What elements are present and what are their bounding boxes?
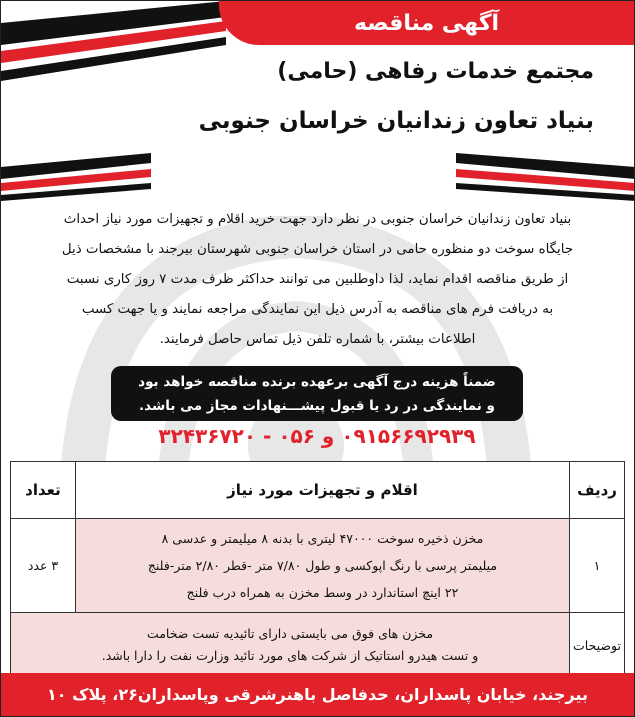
address-text: بیرجند، خیابان پاسداران، حدفاصل باهنرشرقی وپاسداران۲۶، پلاک ۱۰	[47, 685, 588, 704]
note-line: ضمناً هزینه درج آگهی برعهده برنده مناقصه خواهد بود	[138, 374, 496, 390]
notes-label: توضیحات	[570, 613, 625, 678]
organization-name: بنیاد تعاون زندانیان خراسان جنوبی	[198, 108, 594, 134]
body-line: اطلاعات بیشتر، با شماره تلفن ذیل تماس حاصل فرمایند.	[159, 332, 476, 347]
table-row	[11, 519, 625, 613]
complex-name: مجتمع خدمات رفاهی (حامی)	[277, 59, 594, 84]
table-header-row	[11, 462, 625, 519]
ad-body	[15, 205, 620, 355]
body-line: جایگاه سوخت دو منظوره حامی در استان خراسان جنوبی شهرستان بیرجند با مشخصات ذیل	[61, 242, 574, 257]
body-line: به دریافت فرم های مناقصه به آدرس ذیل این نمایندگی مراجعه نمایند و یا جهت کسب	[81, 302, 554, 317]
header-quantity: تعداد	[11, 462, 76, 519]
notes-text	[11, 613, 570, 678]
row-number: ۱	[570, 519, 625, 613]
item-line: ۲۲ اینچ استاندارد در وسط مخزن به همراه درب فلنج	[186, 585, 459, 600]
header-items: اقلام و تجهیزات مورد نیاز	[75, 462, 569, 519]
title-banner	[219, 1, 634, 45]
notes-line: و تست هیدرو استاتیک از شرکت های مورد تائید وزارت نفت را دارا باشد.	[101, 648, 479, 663]
body-line: از طریق مناقصه اقدام نماید، لذا داوطلبین می توانند حداکثر ظرف مدت ۷ روز کاری نسبت	[66, 272, 569, 287]
phone-numbers: ۰۹۱۵۶۶۹۲۹۳۹ و ۰۵۶ - ۳۲۴۳۶۷۲۰	[158, 424, 476, 448]
items-table	[10, 461, 625, 678]
item-line: مخزن ذخیره سوخت ۴۷۰۰۰ لیتری با بدنه ۸ میلیمتر و عدسی ۸	[161, 531, 484, 546]
notes-row	[11, 613, 625, 678]
item-description	[75, 519, 569, 613]
notes-line: مخزن های فوق می بایستی دارای تائیدیه تست ضخامت	[146, 626, 434, 641]
left-stripes	[1, 153, 151, 203]
cost-note	[111, 366, 523, 421]
header-row-number: ردیف	[570, 462, 625, 519]
item-quantity: ۳ عدد	[11, 519, 76, 613]
ad-title: آگهی مناقصه	[353, 10, 500, 36]
body-line: بنیاد تعاون زندانیان خراسان جنوبی در نظر دارد جهت خرید اقلام و تجهیزات مورد نیاز احداث	[63, 212, 572, 227]
item-line: میلیمتر پرسی با رنگ اپوکسی و طول ۷/۸۰ متر -قطر ۲/۸۰ متر-فلنج	[147, 558, 498, 573]
note-line: و نمایندگی در رد یا قبول پیشـــنهادات مجاز می باشد.	[139, 398, 495, 414]
address-footer	[1, 673, 634, 716]
right-stripes	[456, 153, 635, 203]
top-left-stripes	[1, 1, 231, 101]
